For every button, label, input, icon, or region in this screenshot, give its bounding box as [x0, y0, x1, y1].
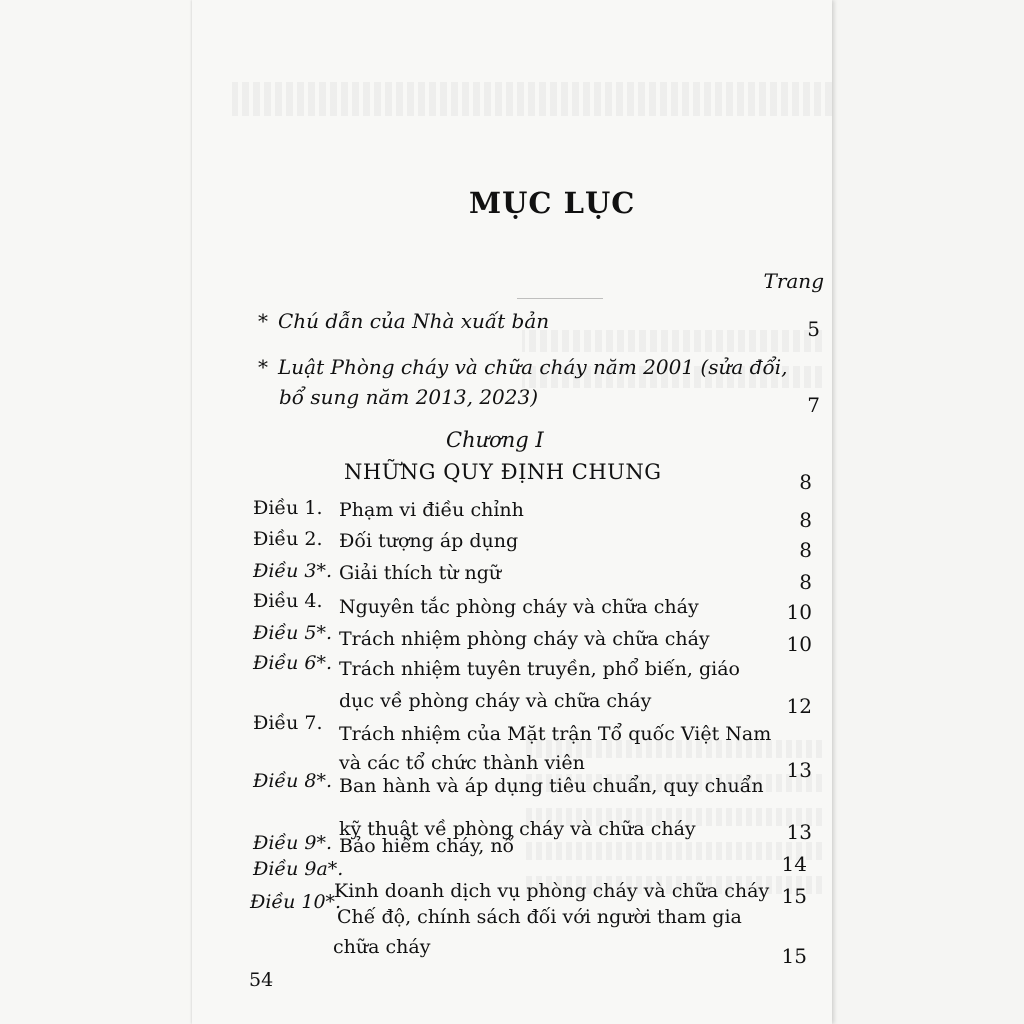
article-title: Chế độ, chính sách đối với người tham gia	[337, 906, 742, 928]
page-column-label: Trang	[763, 269, 824, 293]
article-label: Điều 10*.	[250, 891, 342, 913]
article-title: Nguyên tắc phòng cháy và chữa cháy	[339, 596, 699, 618]
divider	[517, 298, 603, 299]
toc-page-number: 10	[786, 600, 812, 624]
background-left	[0, 0, 192, 1024]
toc-entry-text: Chú dẫn của Nhà xuất bản	[278, 309, 550, 333]
chapter-title: NHỮNG QUY ĐỊNH CHUNG	[344, 460, 662, 484]
bullet-star: *	[258, 309, 268, 333]
article-label: Điều 4.	[253, 590, 323, 612]
article-title-continued: kỹ thuật về phòng cháy và chữa cháy	[339, 818, 696, 840]
toc-entry-text: Luật Phòng cháy và chữa cháy năm 2001 (sửa đổi,	[278, 355, 788, 379]
article-title: Phạm vi điều chỉnh	[339, 499, 524, 521]
toc-page-number: 14	[781, 852, 807, 876]
article-title-continued: và các tổ chức thành viên	[339, 752, 585, 774]
toc-page-number: 8	[799, 508, 812, 532]
article-title: Trách nhiệm tuyên truyền, phổ biến, giáo	[339, 658, 740, 680]
article-title: Trách nhiệm của Mặt trận Tổ quốc Việt Nam	[339, 723, 772, 745]
chapter-number: Chương I	[446, 428, 544, 452]
toc-page-number: 10	[786, 632, 812, 656]
toc-page-number: 12	[786, 694, 812, 718]
article-label: Điều 6*.	[253, 652, 333, 674]
show-through-text	[522, 330, 822, 440]
toc-page-number: 13	[786, 758, 812, 782]
toc-page-number: 15	[781, 884, 807, 908]
article-title: Trách nhiệm phòng cháy và chữa cháy	[339, 628, 710, 650]
toc-page-number: 8	[799, 470, 812, 494]
article-title: Kinh doanh dịch vụ phòng cháy và chữa cháy	[334, 880, 770, 902]
toc-entry-text-continued: bổ sung năm 2013, 2023)	[279, 385, 539, 409]
article-title: Ban hành và áp dụng tiêu chuẩn, quy chuẩn	[339, 775, 764, 797]
toc-page-number: 13	[786, 820, 812, 844]
article-title: Đối tượng áp dụng	[339, 530, 519, 552]
article-label: Điều 9a*.	[253, 858, 344, 880]
background-right	[828, 0, 1024, 1024]
article-label: Điều 9*.	[253, 832, 333, 854]
article-title: Giải thích từ ngữ	[339, 562, 502, 584]
article-label: Điều 2.	[253, 528, 323, 550]
article-label: Điều 5*.	[253, 622, 333, 644]
article-label: Điều 7.	[253, 712, 323, 734]
toc-page-number: 8	[799, 538, 812, 562]
toc-page-number: 5	[807, 317, 820, 341]
bullet-star: *	[258, 355, 268, 379]
article-title: Bảo hiểm cháy, nổ	[339, 835, 515, 857]
toc-page-number: 15	[781, 944, 807, 968]
article-title-continued: chữa cháy	[333, 936, 431, 958]
page-folio-number: 54	[249, 969, 274, 991]
article-label: Điều 8*.	[253, 770, 333, 792]
toc-front-entry	[258, 355, 787, 379]
article-label: Điều 3*.	[253, 560, 333, 582]
page-title: MỤC LỤC	[469, 186, 636, 220]
toc-front-entry	[258, 309, 549, 333]
article-label: Điều 1.	[253, 497, 323, 519]
article-title-continued: dục về phòng cháy và chữa cháy	[339, 690, 652, 712]
book-page	[192, 0, 832, 1024]
toc-page-number: 8	[799, 570, 812, 594]
toc-page-number: 7	[807, 393, 820, 417]
